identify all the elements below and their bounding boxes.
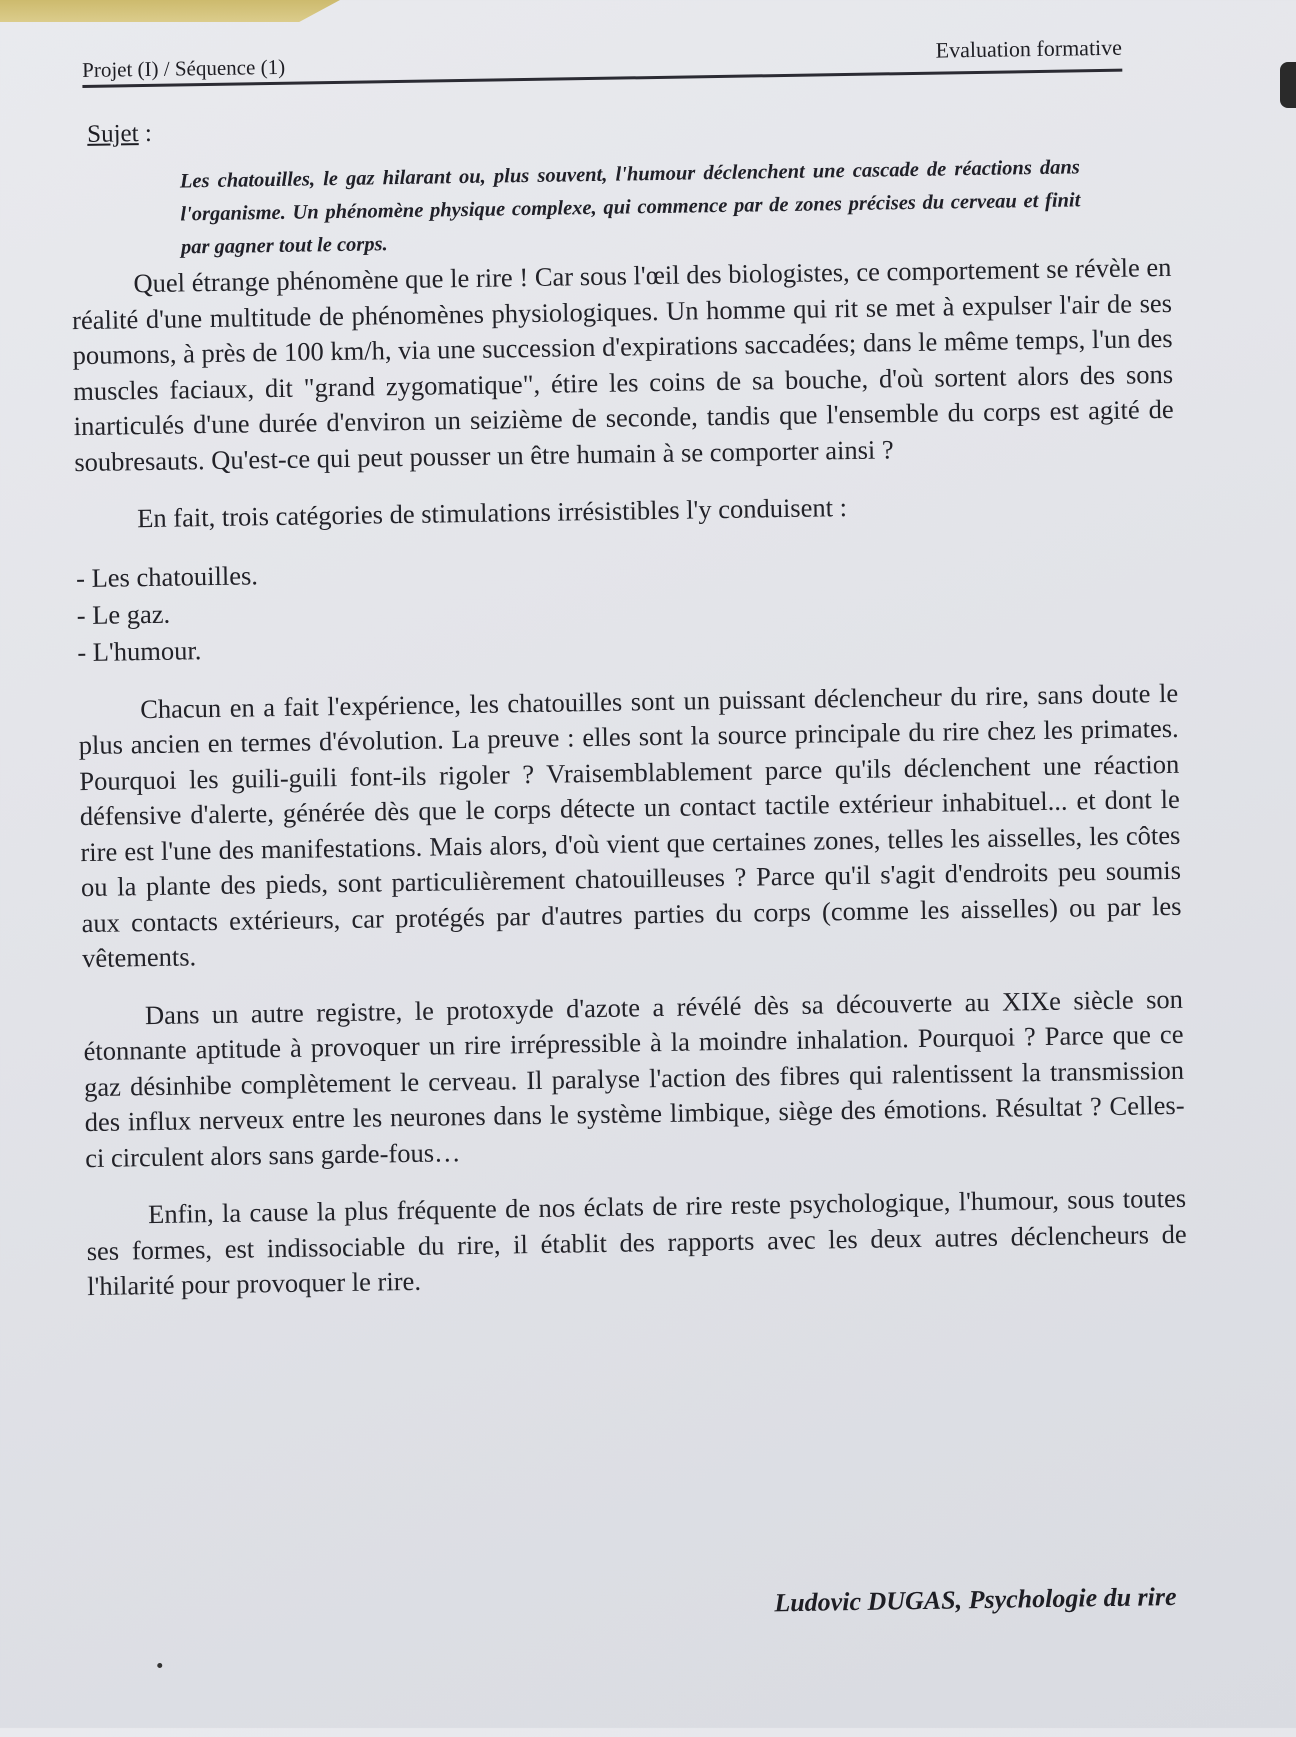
list-item: - Les chatouilles. [75,559,259,593]
project-sequence-label: Projet (I) / Séquence (1) [81,54,286,82]
author-signature: Ludovic DUGAS, Psychologie du rire [774,1581,1177,1618]
paragraph-4: Dans un autre registre, le protoxyde d'azote a révélé dès sa découverte au XIXe siècle son étonnante aptitude à provoquer un rire irrépressible à la moindre inhalation. Pourquoi ? Parce que ce gaz désinhibe complètement le cerveau. Il paralyse l'action des fibres qui ralentissent la transmission des influx nerveux entre les neurones dans le système limbique, siège des émotions. Résultat ? Celles-ci circulent alors sans garde-fous… [83,983,1185,1173]
list-item: - Le gaz. [76,598,171,630]
ink-speck [157,1663,162,1668]
binder-clip [1280,62,1296,108]
paragraph-1: Quel étrange phénomène que le rire ! Car sous l'œil des biologistes, ce comportement se révèle en réalité d'une multitude de phénomènes physiologiques. Un homme qui rit se met à expulser l'air de ses poumons, à près de 100 km/h, via une succession d'expirations saccadées; dans le même temps, l'un des muscles faciaux, dit "grand zygomatique", étire les coins de sa bouche, d'où sortent alors des sons inarticulés d'une durée d'environ un seizième de seconde, tandis que l'ensemble du corps est agité de soubresauts. Qu'est-ce qui peut pousser un être humain à se comporter ainsi ? [71,251,1174,477]
paragraph-3: Chacun en a fait l'expérience, les chatouilles sont un puissant déclencheur du rire, sans doute le plus ancien en termes d'évolution. La preuve : elles sont la source principale du rire chez les primates. Pourquoi les guili-guili font-ils rigoler ? Vraisemblablement parce qu'ils déclenchent une réaction défensive d'alerte, générée dès que le corps détecte un contact tactile extérieur inhabituel... et dont le rire est l'une des manifestations. Mais alors, d'où vient que certaines zones, telles les aisselles, les côtes ou la plante des pieds, sont particulièrement chatouilleuses ? Parce qu'il s'agit d'endroits peu soumis aux contacts extérieurs, car protégés par d'autres parties du corps (comme les aisselles) ou par les vêtements. [78,677,1182,974]
paragraph-5: Enfin, la cause la plus fréquente de nos éclats de rire reste psychologique, l'humour, sous toutes ses formes, est indissociable du rire, il établit des rapports avec les deux autres déclencheurs de l'hilarité pour provoquer le rire. [86,1182,1187,1302]
evaluation-label: Evaluation formative [935,34,1123,63]
sujet-heading [87,120,152,149]
sujet-colon: : [138,119,152,148]
intro-chapeau: Les chatouilles, le gaz hilarant ou, plus souvent, l'humour déclenchent une cascade de réactions dans l'organisme. Un phénomène physique complexe, qui commence par de zones précises du cerveau et finit par gagner tout le corps. [179,156,1081,259]
sujet-word: Sujet [86,120,139,148]
document-page [59,0,1266,1737]
page-header [82,31,1123,88]
paragraph-2: En fait, trois catégories de stimulations irrésistibles l'y conduisent : [136,492,848,534]
article-body [71,250,1188,1327]
list-item: - L'humour. [77,634,202,667]
stimulation-list [76,542,1178,670]
